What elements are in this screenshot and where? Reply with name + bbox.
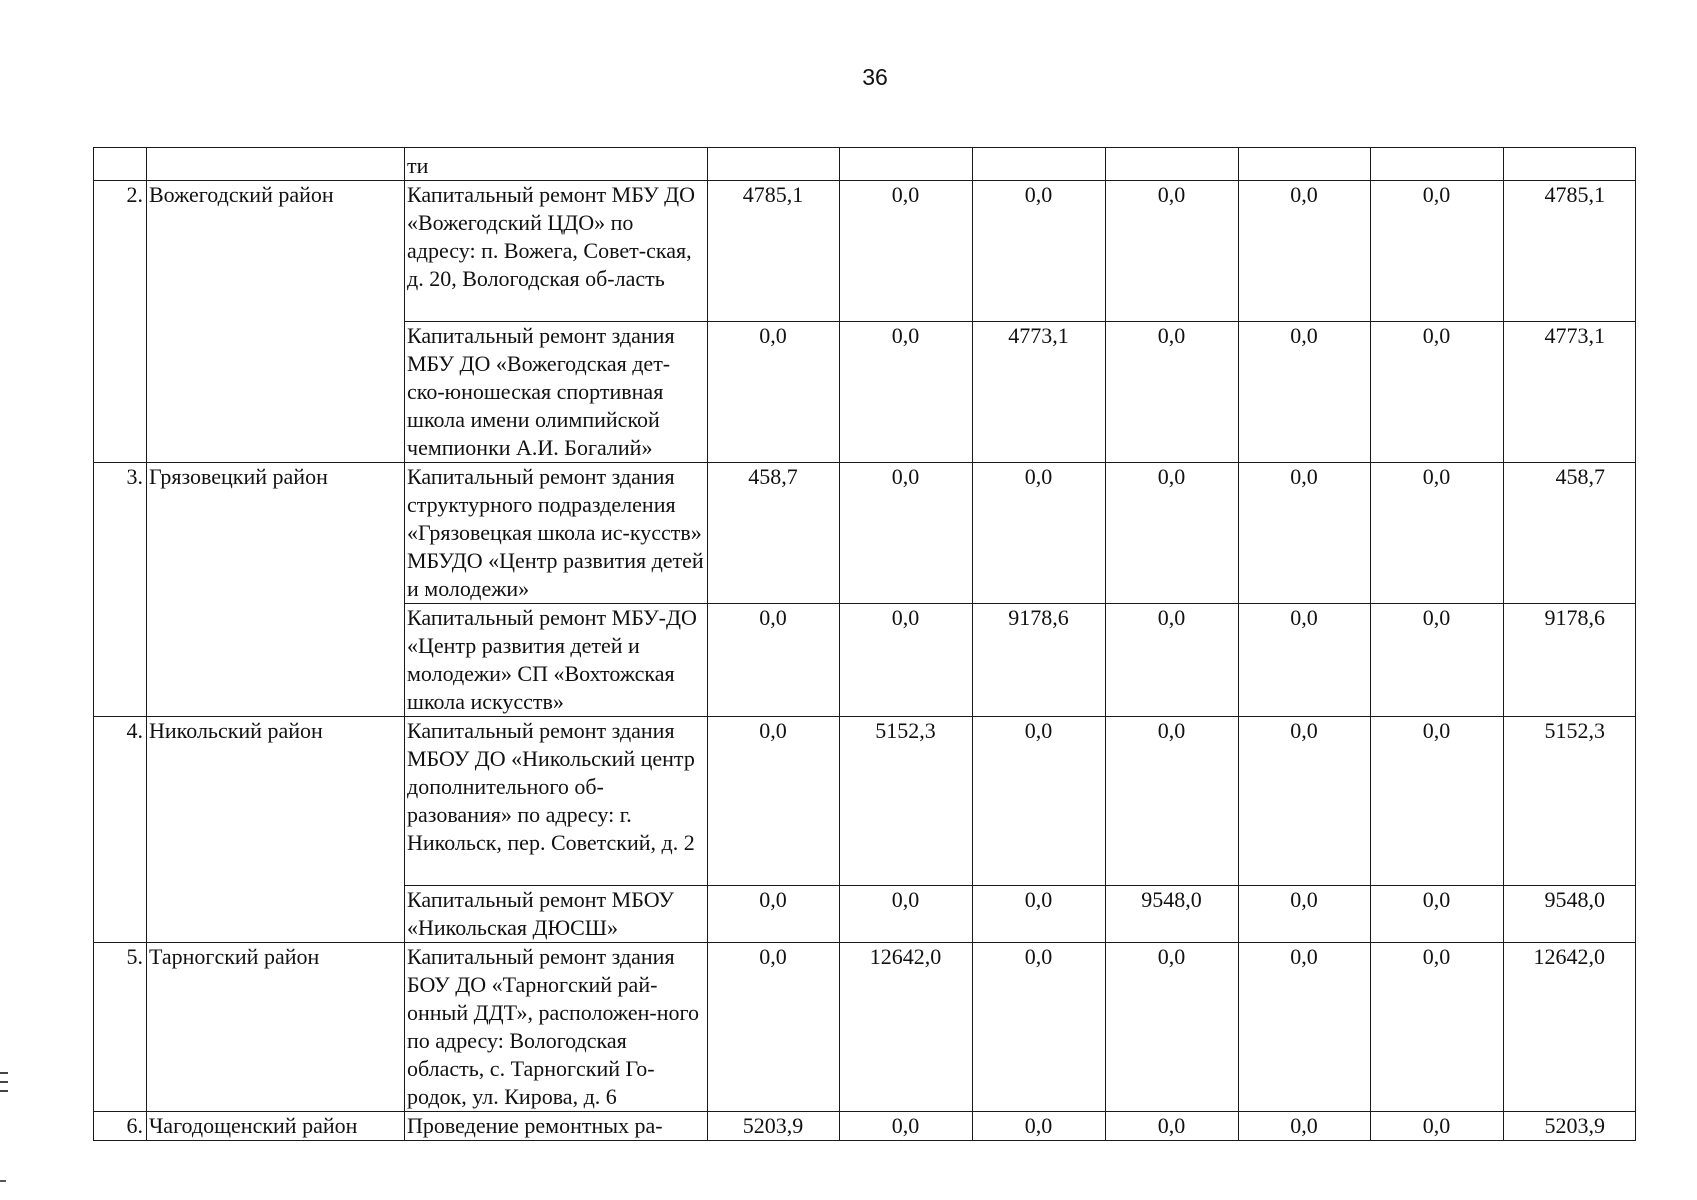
value-cell: 0,0 <box>1371 322 1504 463</box>
value-cell: 0,0 <box>708 322 840 463</box>
row-number-cell: 6. <box>94 1112 147 1141</box>
value-cell: 0,0 <box>1371 886 1504 943</box>
page-number: 36 <box>862 64 888 90</box>
value-cell: 0,0 <box>1106 943 1239 1112</box>
value-cell: 0,0 <box>1239 886 1371 943</box>
object-cell: Капитальный ремонт здания БОУ ДО «Тарногский рай-онный ДДТ», расположен-ного по адресу: Вологодская область, с. Тарногский Го-родок, ул. Кирова, д. 6 <box>405 943 708 1112</box>
value-cell <box>1239 148 1371 181</box>
district-cell: Вожегодский район <box>147 181 405 463</box>
total-cell: 458,7 <box>1504 463 1636 604</box>
value-cell: 0,0 <box>1106 322 1239 463</box>
margin-tick <box>0 1090 8 1092</box>
value-cell: 0,0 <box>1106 463 1239 604</box>
object-cell: ти <box>405 148 708 181</box>
value-cell: 0,0 <box>708 717 840 886</box>
value-cell: 0,0 <box>1106 717 1239 886</box>
district-cell: Никольский район <box>147 717 405 943</box>
margin-tick <box>0 1072 8 1074</box>
value-cell <box>840 148 973 181</box>
value-cell <box>1371 148 1504 181</box>
object-cell: Капитальный ремонт здания МБУ ДО «Вожегодская дет-ско-юношеская спортивная школа имени олимпийской чемпионки А.И. Богалий» <box>405 322 708 463</box>
value-cell <box>708 148 840 181</box>
value-cell <box>1106 148 1239 181</box>
row-number-cell: 3. <box>94 463 147 717</box>
value-cell: 0,0 <box>1239 181 1371 322</box>
value-cell: 0,0 <box>1371 943 1504 1112</box>
object-cell: Капитальный ремонт здания МБОУ ДО «Никольский центр дополнительного об-разования» по адресу: г. Никольск, пер. Советский, д. 2 <box>405 717 708 886</box>
district-cell: Чагодощенский район <box>147 1112 405 1141</box>
value-cell: 4773,1 <box>973 322 1106 463</box>
total-cell: 9178,6 <box>1504 604 1636 717</box>
value-cell: 0,0 <box>973 463 1106 604</box>
table-row <box>94 1112 1636 1141</box>
total-cell: 5152,3 <box>1504 717 1636 886</box>
value-cell: 0,0 <box>1239 463 1371 604</box>
value-cell: 0,0 <box>840 181 973 322</box>
value-cell: 0,0 <box>708 604 840 717</box>
value-cell: 0,0 <box>708 943 840 1112</box>
value-cell <box>973 148 1106 181</box>
budget-table <box>93 147 1636 1141</box>
value-cell: 0,0 <box>840 322 973 463</box>
value-cell: 0,0 <box>1371 604 1504 717</box>
value-cell: 0,0 <box>1239 604 1371 717</box>
margin-tick <box>0 1081 8 1083</box>
value-cell: 0,0 <box>840 1112 973 1141</box>
table-row <box>94 181 1636 322</box>
value-cell: 0,0 <box>1371 717 1504 886</box>
object-cell: Капитальный ремонт МБУ-ДО «Центр развития детей и молодежи» СП «Вохтожская школа искусств» <box>405 604 708 717</box>
row-number-cell: 4. <box>94 717 147 943</box>
value-cell: 0,0 <box>973 181 1106 322</box>
value-cell: 5203,9 <box>708 1112 840 1141</box>
total-cell: 12642,0 <box>1504 943 1636 1112</box>
table-row <box>94 717 1636 886</box>
value-cell: 458,7 <box>708 463 840 604</box>
value-cell: 0,0 <box>840 886 973 943</box>
value-cell: 0,0 <box>1371 463 1504 604</box>
value-cell: 0,0 <box>973 1112 1106 1141</box>
value-cell: 0,0 <box>1106 604 1239 717</box>
total-cell <box>1504 148 1636 181</box>
district-cell: Тарногский район <box>147 943 405 1112</box>
value-cell: 0,0 <box>1371 1112 1504 1141</box>
value-cell: 5152,3 <box>840 717 973 886</box>
district-cell: Грязовецкий район <box>147 463 405 717</box>
row-number-cell: 2. <box>94 181 147 463</box>
table-row <box>94 463 1636 604</box>
row-number-cell <box>94 148 147 181</box>
value-cell: 0,0 <box>1239 322 1371 463</box>
binding-margin-marks <box>0 1072 9 1099</box>
value-cell: 9548,0 <box>1106 886 1239 943</box>
total-cell: 4773,1 <box>1504 322 1636 463</box>
value-cell: 0,0 <box>708 886 840 943</box>
value-cell: 0,0 <box>973 886 1106 943</box>
value-cell: 0,0 <box>840 604 973 717</box>
value-cell: 0,0 <box>1239 943 1371 1112</box>
value-cell: 0,0 <box>1106 1112 1239 1141</box>
value-cell: 12642,0 <box>840 943 973 1112</box>
object-cell: Капитальный ремонт МБУ ДО «Вожегодский ЦДО» по адресу: п. Вожега, Совет-ская, д. 20, Вологодская об-ласть <box>405 181 708 322</box>
table-row <box>94 943 1636 1112</box>
total-cell: 4785,1 <box>1504 181 1636 322</box>
margin-tick <box>0 1180 6 1182</box>
value-cell: 0,0 <box>1371 181 1504 322</box>
row-number-cell: 5. <box>94 943 147 1112</box>
value-cell: 0,0 <box>973 943 1106 1112</box>
object-cell: Капитальный ремонт МБОУ «Никольская ДЮСШ» <box>405 886 708 943</box>
total-cell: 5203,9 <box>1504 1112 1636 1141</box>
table-row <box>94 148 1636 181</box>
total-cell: 9548,0 <box>1504 886 1636 943</box>
value-cell: 0,0 <box>973 717 1106 886</box>
value-cell: 0,0 <box>840 463 973 604</box>
object-cell: Капитальный ремонт здания структурного подразделения «Грязовецкая школа ис-кусств» МБУДО «Центр развития детей и молодежи» <box>405 463 708 604</box>
value-cell: 0,0 <box>1239 717 1371 886</box>
object-cell: Проведение ремонтных ра- <box>405 1112 708 1141</box>
value-cell: 4785,1 <box>708 181 840 322</box>
value-cell: 0,0 <box>1106 181 1239 322</box>
value-cell: 0,0 <box>1239 1112 1371 1141</box>
value-cell: 9178,6 <box>973 604 1106 717</box>
district-cell <box>147 148 405 181</box>
